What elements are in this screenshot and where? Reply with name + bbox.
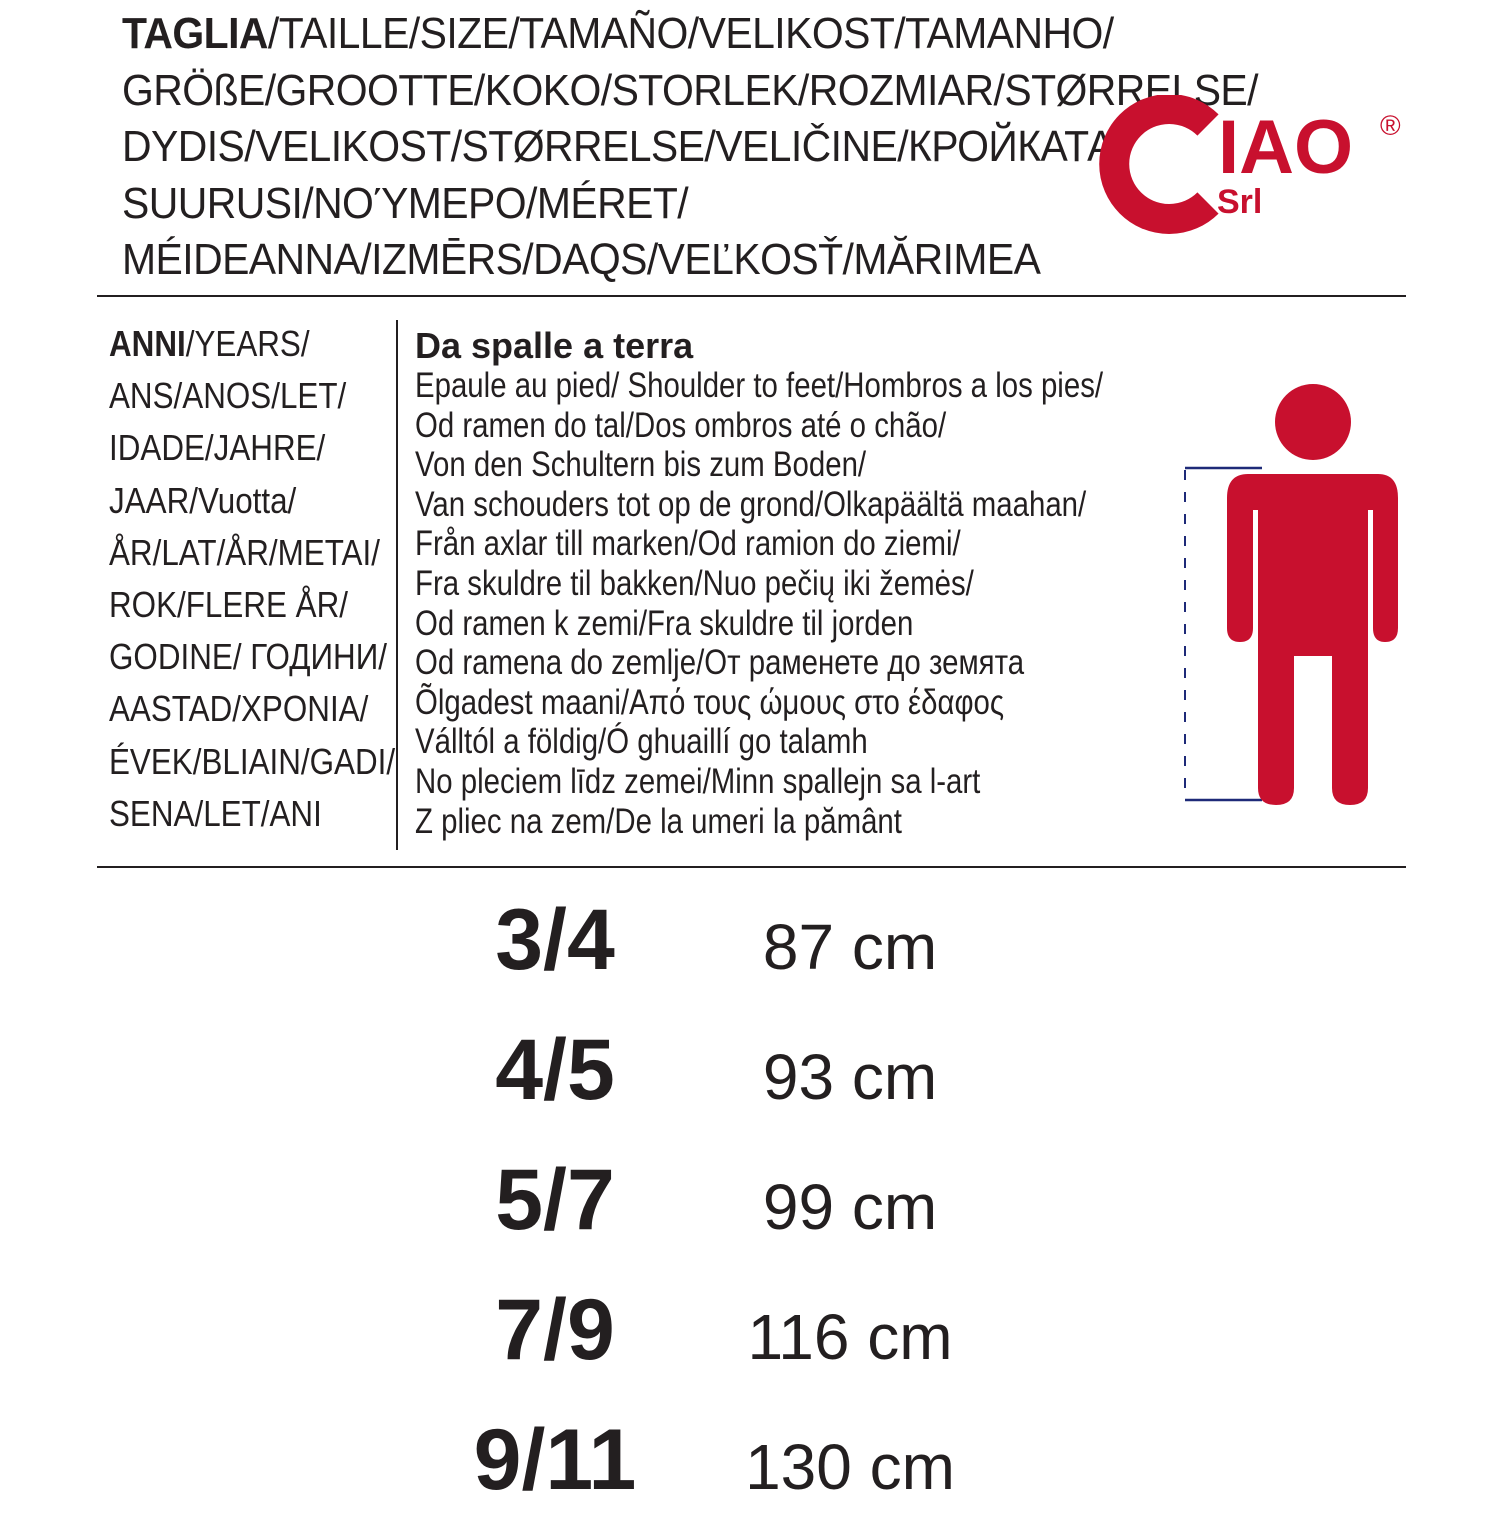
title-line-2: GRÖßE/GROOTTE/KOKO/STORLEK/ROZMIAR/STØRRELSE/ [122, 65, 1258, 115]
years-line-2: ANS/ANOS/LET/ [109, 375, 347, 417]
years-line-3: IDADE/JAHRE/ [109, 427, 326, 469]
logo-registered-mark: ® [1380, 110, 1401, 141]
years-line-5: ÅR/LAT/ÅR/METAI/ [109, 531, 380, 573]
years-line-6: ROK/FLERE ÅR/ [109, 584, 348, 626]
logo-c-arc [1114, 109, 1208, 219]
size-row [400, 1020, 1100, 1150]
years-column [109, 318, 395, 840]
size-row [400, 1410, 1100, 1540]
title-line-4: SUURUSI/ΝΟΎΜΕΡΟ/MÉRET/ [122, 178, 689, 228]
title-bold-word: TAGLIA [122, 9, 268, 58]
measurement-line-2: Od ramen do tal/Dos ombros até o chão/ [415, 405, 947, 445]
measurement-line-1: Epaule au pied/ Shoulder to feet/Hombros a los pies/ [415, 366, 1104, 405]
size-length: 93 cm [762, 1041, 938, 1113]
size-row [400, 1280, 1100, 1410]
measurement-line-3: Von den Schultern bis zum Boden/ [415, 445, 867, 485]
measurement-line-11: No pleciem līdz zemei/Minn spallejn sa l-art [415, 761, 981, 801]
person-head [1275, 384, 1351, 460]
person-figure-svg [1170, 380, 1410, 820]
size-length: 130 cm [745, 1431, 955, 1503]
measurement-line-8: Od ramena do zemlje/От раменете до земята [415, 643, 1025, 683]
measurement-line-4: Van schouders tot op de grond/Olkapäältä maahan/ [415, 484, 1087, 524]
years-line-7: GODINE/ ГОДИНИ/ [109, 636, 388, 678]
ciao-logo [1090, 95, 1410, 235]
years-line-8: AASTAD/ΧΡΟΝΙΑ/ [109, 688, 369, 730]
size-age: 7/9 [495, 1282, 615, 1378]
measurement-line-7: Od ramen k zemi/Fra skuldre til jorden [415, 603, 914, 643]
measurement-line-10: Válltól a földig/Ó ghuaillí go talamh [415, 722, 868, 762]
measurement-line-9: Õlgadest maani/Από τους ώμους στο έδαφος [415, 682, 1005, 722]
measurement-line-6: Fra skuldre til bakken/Nuo pečių iki žemės/ [415, 563, 974, 603]
size-length: 116 cm [747, 1301, 953, 1373]
years-line-4: JAAR/Vuotta/ [109, 479, 297, 521]
person-silhouette-icon [1170, 380, 1410, 820]
top-divider [97, 295, 1406, 297]
size-length: 99 cm [762, 1171, 938, 1243]
years-line-10: SENA/LET/ANI [109, 792, 322, 834]
measurement-heading: Da spalle a terra [415, 325, 694, 366]
title-line-1-rest: /TAILLE/SIZE/TAMAÑO/VELIKOST/TAMANHO/ [267, 9, 1114, 58]
size-age: 9/11 [473, 1412, 637, 1508]
measurement-translations [415, 366, 1103, 841]
logo-sub-text: Srl [1217, 183, 1263, 221]
logo-brand-text: IAO [1218, 105, 1354, 190]
column-divider [396, 320, 398, 850]
title-line-1 [122, 6, 1114, 63]
size-length: 87 cm [762, 911, 938, 983]
measurement-line-12: Z pliec na zem/De la umeri la pământ [415, 801, 902, 841]
years-line-9: ÉVEK/BLIAIN/GADI/ [109, 740, 396, 782]
title-line-3: DYDIS/VELIKOST/STØRRELSE/VELIČINE/КРОЙКАТА/ [122, 122, 1125, 171]
years-line-1-rest: /YEARS/ [185, 323, 310, 364]
years-bold-word: ANNI [109, 323, 186, 364]
size-row [400, 1150, 1100, 1280]
size-row [400, 890, 1100, 1020]
person-body [1227, 474, 1398, 805]
size-age: 3/4 [495, 892, 615, 988]
size-age: 4/5 [495, 1022, 615, 1118]
ciao-logo-mark [1090, 95, 1410, 235]
years-line-1 [109, 318, 395, 370]
title-line-5: MÉIDEANNA/IZMĒRS/DAQS/VEĽKOSŤ/MĂRIMEA [122, 235, 1041, 284]
size-age: 5/7 [495, 1152, 615, 1248]
measurement-line-5: Från axlar till marken/Od ramion do ziemi/ [415, 524, 961, 564]
bottom-divider [97, 866, 1406, 868]
